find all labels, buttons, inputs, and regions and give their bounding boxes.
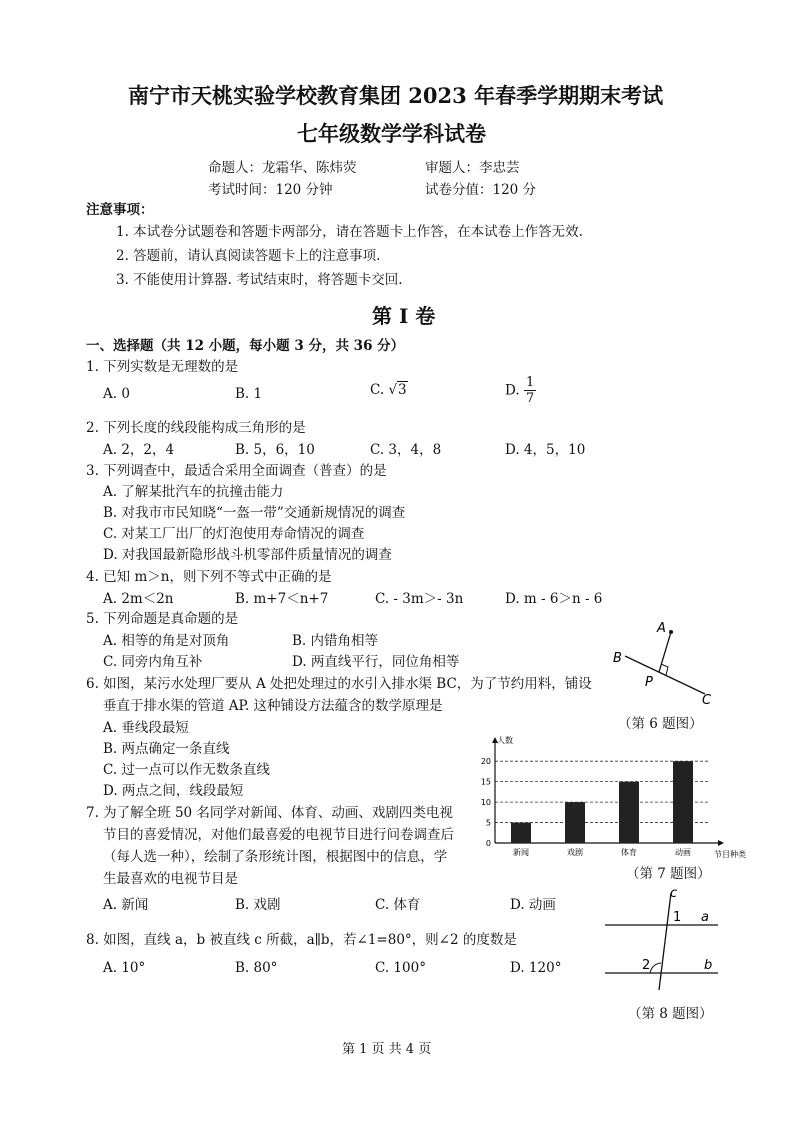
radicand: 3: [398, 382, 407, 398]
label-b: B: [613, 651, 622, 666]
exam-title: 南宁市天桃实验学校教育集团 2023 年春季学期期末考试: [128, 83, 664, 108]
q3-option-d: D. 对我国最新隐形战斗机零部件质量情况的调查: [103, 547, 392, 563]
q6-option-b: B. 两点确定一条直线: [103, 741, 230, 757]
q6-option-a: A. 垂线段最短: [103, 720, 189, 736]
q7-option-b: B. 戏剧: [235, 897, 281, 913]
figure-6-diagram: [605, 618, 725, 708]
reviewer-info: 审题人：李忠芸: [425, 160, 520, 176]
label-c: c: [670, 886, 678, 901]
notes-heading: 注意事项：: [86, 202, 154, 218]
exam-subtitle: 七年级数学学科试卷: [297, 121, 486, 146]
x-tick-label: 动画: [675, 848, 691, 857]
q1-option-d: [505, 375, 536, 406]
y-tick-label: 0: [485, 839, 491, 848]
x-axis-arrow: [718, 840, 724, 846]
label-b: b: [704, 958, 713, 973]
section-heading: 一、选择题（共 12 小题，每小题 3 分，共 36 分）: [86, 338, 405, 354]
figure-7-caption: （第 7 题图）: [626, 866, 711, 882]
q8-stem: 8. 如图，直线 a，b 被直线 c 所截，a∥b，若∠1=80°，则∠2 的度数是: [86, 932, 517, 948]
q7-option-c: C. 体育: [375, 897, 421, 913]
q1-option-d-label: D.: [505, 382, 520, 399]
fraction: [524, 375, 536, 406]
label-c: C: [702, 693, 712, 708]
y-tick-label: 10: [480, 798, 491, 808]
q4-option-b: B. m+7＜n+7: [235, 591, 329, 607]
sqrt-expression: √3: [388, 382, 407, 398]
y-axis-label: 人数: [497, 736, 513, 745]
q4-option-d: D. m - 6＞n - 6: [505, 591, 603, 607]
x-tick-label: 体育: [621, 848, 637, 857]
q7-option-a: A. 新闻: [103, 897, 149, 913]
point-a: [669, 630, 673, 634]
q1-option-c-label: C.: [370, 382, 385, 398]
bar: [619, 782, 639, 843]
note-item-2: 2. 答题前，请认真阅读答题卡上的注意事项.: [116, 248, 381, 264]
figure-8-diagram: [600, 885, 730, 995]
q2-stem: 2. 下列长度的线段能构成三角形的是: [86, 420, 306, 436]
q8-option-d: D. 120°: [510, 960, 562, 976]
q3-option-a: A. 了解某批汽车的抗撞击能力: [103, 484, 284, 500]
figure-7-bar-chart: [475, 733, 757, 863]
y-tick-label: 5: [485, 818, 491, 828]
volume-title: 第 Ⅰ 卷: [372, 304, 436, 328]
q8-option-c: C. 100°: [375, 960, 426, 976]
q3-option-c: C. 对某工厂出厂的灯泡使用寿命情况的调查: [103, 526, 365, 542]
q3-stem: 3. 下列调查中，最适合采用全面调查（普查）的是: [86, 463, 387, 479]
q5-option-a: A. 相等的角是对顶角: [103, 633, 230, 649]
label-a: A: [657, 621, 666, 636]
y-tick-label: 15: [480, 777, 491, 787]
label-p: P: [645, 675, 653, 690]
note-item-1: 1. 本试卷分试题卷和答题卡两部分，请在答题卡上作答，在本试卷上作答无效.: [116, 224, 583, 240]
setter-info: 命题人：龙霜华、陈炜荧: [208, 160, 357, 176]
q1-option-c: [370, 382, 408, 398]
q4-stem: 4. 已知 m＞n，则下列不等式中正确的是: [86, 569, 332, 585]
q5-option-d: D. 两直线平行，同位角相等: [292, 654, 460, 670]
line-c: [659, 893, 671, 990]
q1-option-b: B. 1: [235, 386, 263, 402]
q7-stem-line2: 节目的喜爱情况，对他们最喜爱的电视节目进行问卷调查后: [103, 827, 454, 843]
q4-option-a: A. 2m＜2n: [103, 591, 174, 607]
bar: [565, 802, 585, 843]
q6-option-d: D. 两点之间，线段最短: [103, 783, 244, 799]
q5-stem: 5. 下列命题是真命题的是: [86, 611, 239, 627]
x-axis-label: 节目种类: [714, 850, 746, 859]
figure-6-caption: （第 6 题图）: [618, 716, 703, 732]
x-tick-label: 新闻: [513, 848, 529, 857]
q6-stem-line1: 6. 如图，某污水处理厂要从 A 处把处理过的水引入排水渠 BC，为了节约用料，铺设: [86, 676, 592, 692]
q8-option-b: B. 80°: [235, 960, 278, 976]
y-tick-label: 20: [480, 757, 491, 767]
page-footer: 第 1 页 共 4 页: [342, 1042, 432, 1057]
q2-option-c: C. 3，4，8: [370, 442, 442, 458]
q1-stem: 1. 下列实数是无理数的是: [86, 359, 239, 375]
x-tick-label: 戏剧: [567, 848, 583, 857]
q7-stem-line1: 7. 为了解全班 50 名同学对新闻、体育、动画、戏剧四类电视: [86, 805, 453, 821]
q4-option-c: C. - 3m＞- 3n: [375, 591, 464, 607]
q7-stem-line4: 生最喜欢的电视节目是: [103, 871, 238, 887]
q5-option-c: C. 同旁内角互补: [103, 654, 203, 670]
q6-option-c: C. 过一点可以作无数条直线: [103, 762, 270, 778]
q2-option-b: B. 5，6，10: [235, 442, 315, 458]
label-angle-1: 1: [673, 910, 682, 925]
q7-stem-line3: （每人选一种），绘制了条形统计图，根据图中的信息，学: [103, 849, 448, 865]
note-item-3: 3. 不能使用计算器. 考试结束时，将答题卡交回.: [116, 272, 403, 288]
q7-option-d: D. 动画: [510, 897, 556, 913]
exam-score: 试卷分值：120 分: [425, 182, 537, 198]
label-a: a: [701, 910, 709, 925]
q2-option-a: A. 2，2，4: [103, 442, 175, 458]
bar: [673, 761, 693, 843]
fraction-denominator: 7: [525, 391, 535, 406]
label-angle-2: 2: [642, 958, 651, 973]
fraction-numerator: 1: [525, 375, 535, 390]
q6-stem-line2: 垂直于排水渠的管道 AP. 这种铺设方法蕴含的数学原理是: [103, 698, 443, 714]
figure-8-caption: （第 8 题图）: [628, 1006, 713, 1022]
q3-option-b: B. 对我市市民知晓“一盔一带”交通新规情况的调查: [103, 505, 406, 521]
angle-2-arc: [650, 963, 661, 973]
q1-option-a: A. 0: [103, 386, 130, 402]
q8-option-a: A. 10°: [103, 960, 146, 976]
exam-time: 考试时间：120 分钟: [208, 182, 333, 198]
q5-option-b: B. 内错角相等: [292, 633, 379, 649]
q2-option-d: D. 4，5，10: [505, 442, 586, 458]
bar: [511, 823, 531, 843]
line-bc: [625, 656, 705, 694]
